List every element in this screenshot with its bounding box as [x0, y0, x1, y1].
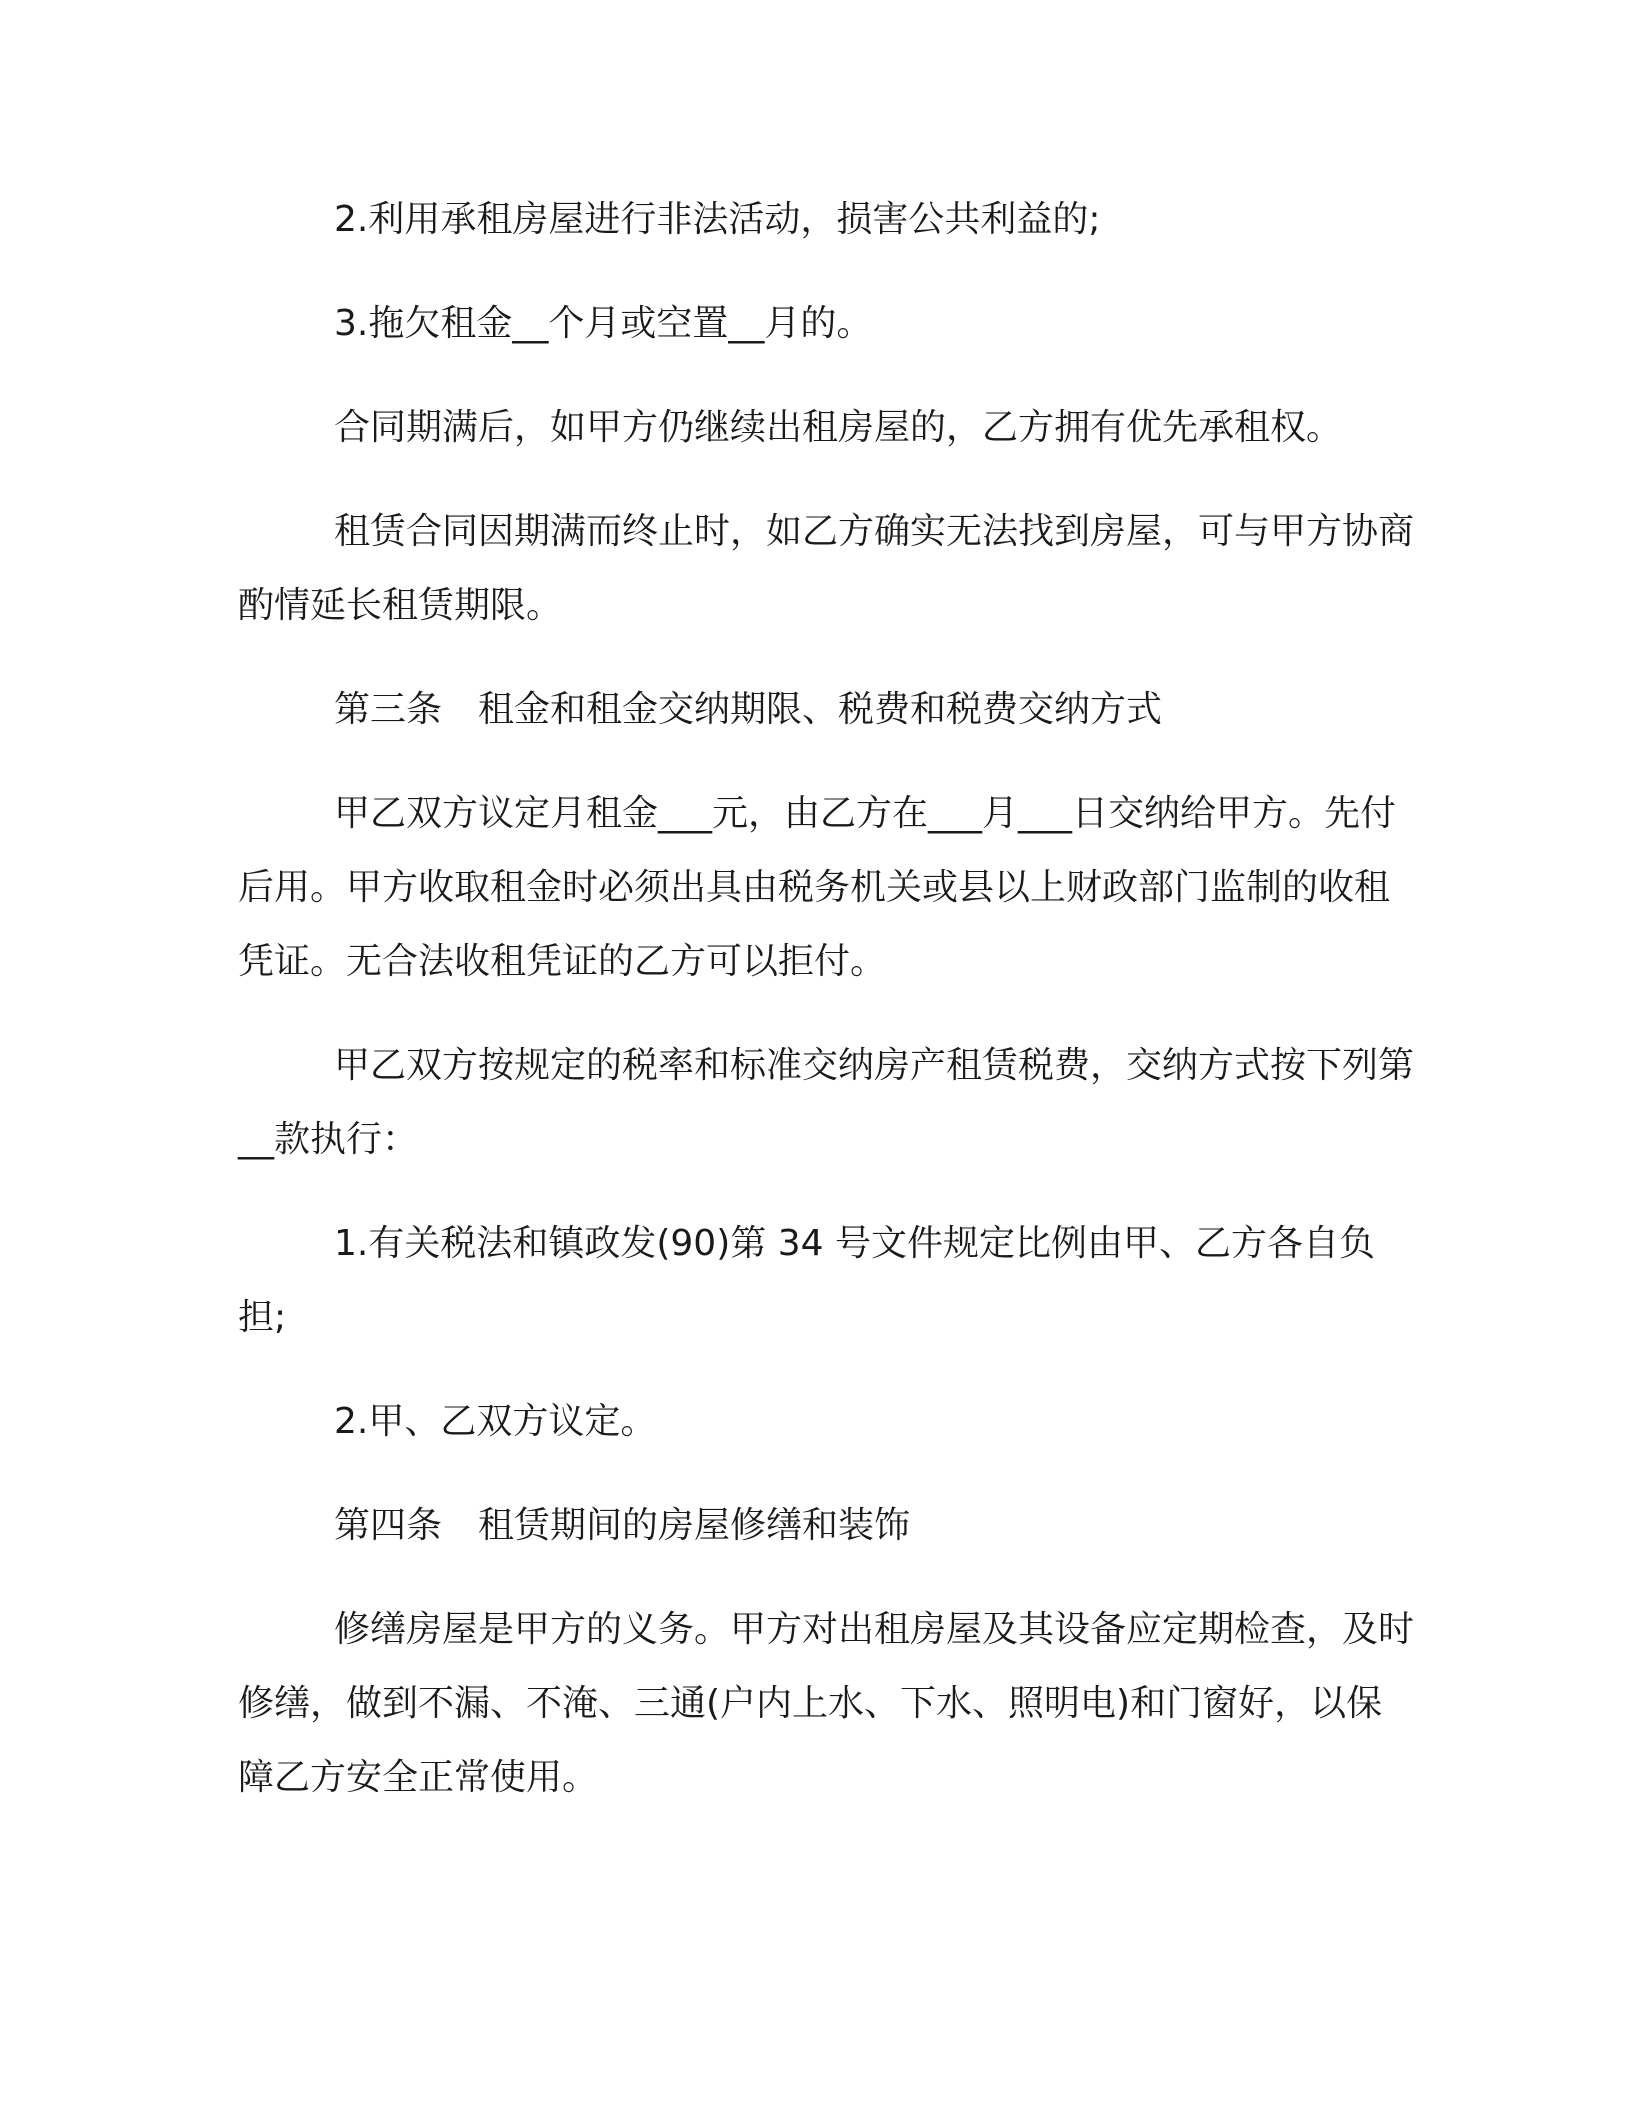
paragraph: 合同期满后，如甲方仍继续出租房屋的，乙方拥有优先承租权。: [334, 407, 1343, 448]
paragraph: 甲乙双方按规定的税率和标准交纳房产租赁税费，交纳方式按下列第__款执行：: [238, 1045, 1415, 1160]
document-body: [238, 183, 1418, 1845]
paragraph: 2.甲、乙双方议定。: [334, 1401, 657, 1442]
paragraph: 3.拖欠租金__个月或空置__月的。: [334, 303, 873, 344]
paragraph: 甲乙双方议定月租金___元，由乙方在___月___日交纳给甲方。先付后用。甲方收取租金时必须出具由税务机关或县以上财政部门监制的收租凭证。无合法收租凭证的乙方可以拒付。: [238, 793, 1397, 982]
section-heading: 第三条 租金和租金交纳期限、税费和税费交纳方式: [334, 689, 1163, 730]
paragraph: 租赁合同因期满而终止时，如乙方确实无法找到房屋，可与甲方协商酌情延长租赁期限。: [238, 511, 1415, 626]
section-heading: 第四条 租赁期间的房屋修缮和装饰: [334, 1505, 911, 1546]
paragraph: 1.有关税法和镇政发(90)第 34 号文件规定比例由甲、乙方各自负担;: [238, 1223, 1375, 1338]
paragraph: 修缮房屋是甲方的义务。甲方对出租房屋及其设备应定期检查，及时修缮，做到不漏、不淹、三通(户内上水、下水、照明电)和门窗好，以保障乙方安全正常使用。: [238, 1609, 1415, 1798]
paragraph: 2.利用承租房屋进行非法活动，损害公共利益的;: [334, 199, 1101, 240]
